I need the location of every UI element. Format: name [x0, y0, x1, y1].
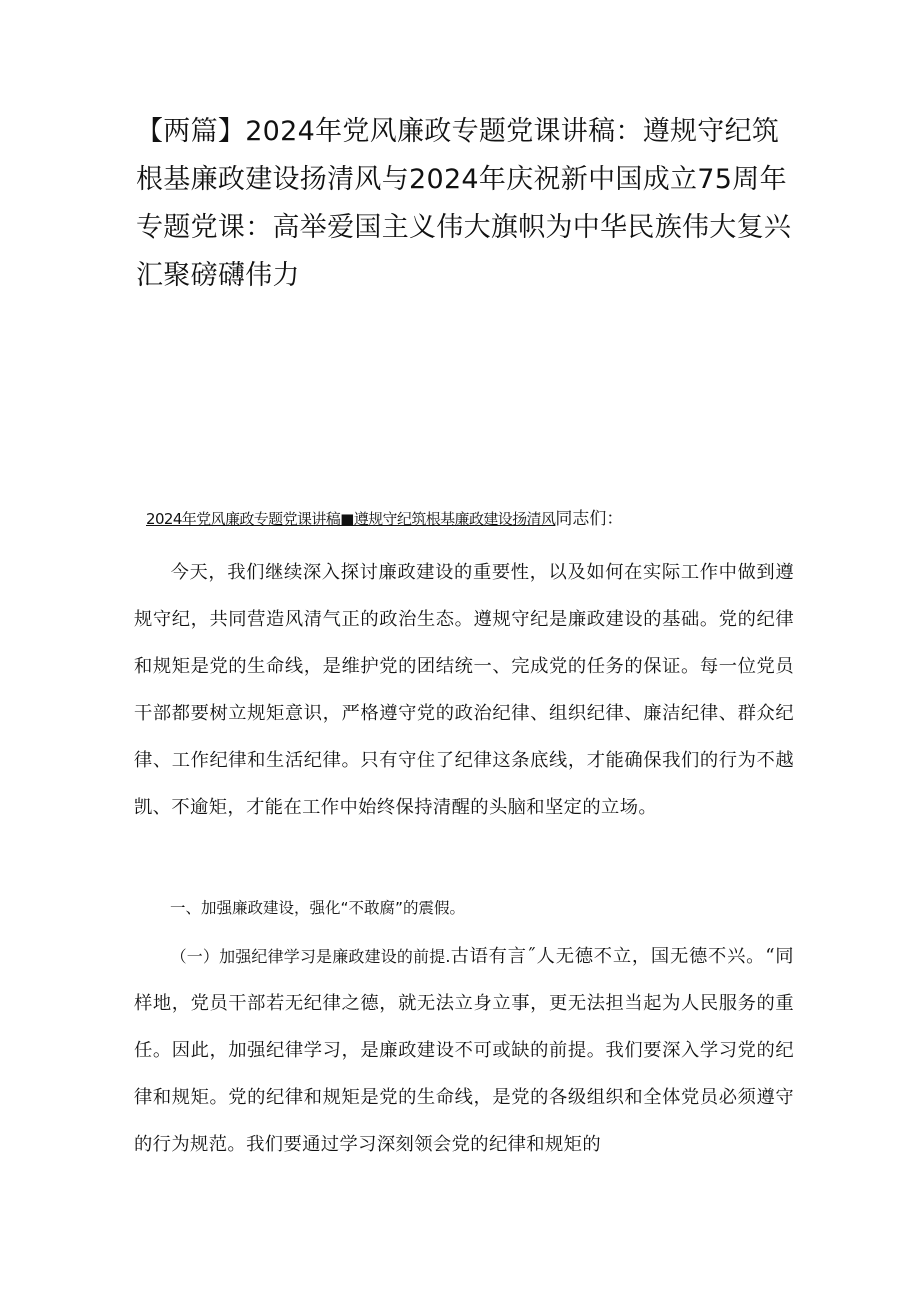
paragraph-2-body: 古语有言˝人无德不立，国无德不兴。“同样地，党员干部若无纪律之德，就无法立身立事，更无法担当起为人民服务的重任。因此，加强纪律学习，是廉政建设不可或缺的前提。我们要深入学习党的纪律和规矩。党的纪律和规矩是党的生命线，是党的各级组织和全体党员必须遵守的行为规范。我们要通过学习深刻领会党的纪律和规矩的 [134, 946, 794, 1155]
heading-1: 一、加强廉政建设，强化“不敢腐”的震假。 [170, 899, 466, 917]
salutation: 同志们： [555, 509, 624, 529]
paragraph-1: 今天，我们继续深入探讨廉政建设的重要性，以及如何在实际工作中做到遵规守纪，共同营造风清气正的政治生态。遵规守纪是廉政建设的基础。党的纪律和规矩是党的生命线，是维护党的团结统一、完成党的任务的保证。每一位党员干部都要树立规矩意识，严格遵守党的政治纪律、组织纪律、廉洁纪律、群众纪律、工作纪律和生活纪律。只有守住了纪律这条底线，才能确保我们的行为不越凯、不逾矩，才能在工作中始终保持清醒的头脑和坚定的立场。 [134, 562, 794, 818]
document-title: 【两篇】2024年党风廉政专题党课讲稿：遵规守纪筑根基廉政建设扬清风与2024年庆祝新中国成立75周年专题党课：高举爱国主义伟大旗帜为中华民族伟大复兴汇聚磅礴伟力 [136, 116, 792, 291]
paragraph-2-lead: （一）加强纪律学习是廉政建设的前提. [170, 947, 451, 966]
paragraph-2 [134, 933, 794, 1168]
section-heading-underlined: 2024年党风廉政专题党课讲稿■遵规守纪筑根基廉政建设扬清风 [146, 510, 556, 528]
section-heading [146, 505, 826, 533]
